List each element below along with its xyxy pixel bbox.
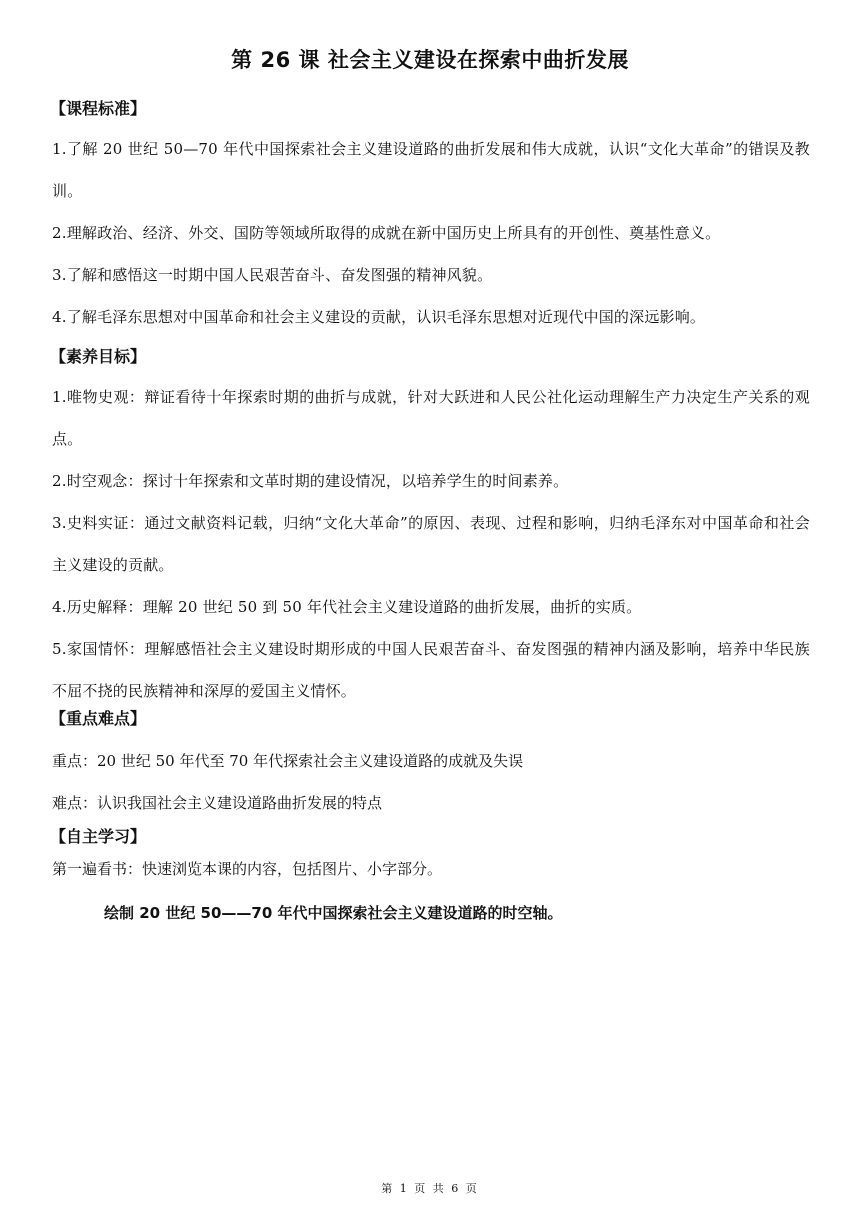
difficulty-text: 难点：认识我国社会主义建设道路曲折发展的特点: [52, 794, 383, 812]
course-standard-item-3: 3.了解和感悟这一时期中国人民艰苦奋斗、奋发图强的精神风貌。: [52, 266, 493, 284]
section-heading-key-points: 【重点难点】: [50, 709, 147, 728]
course-standard-item-1: 1.了解 20 世纪 50—70 年代中国探索社会主义建设道路的曲折发展和伟大成就，认识“文化大革命”的错误及教训。: [52, 140, 810, 200]
key-point-text: 重点：20 世纪 50 年代至 70 年代探索社会主义建设道路的成就及失误: [52, 752, 524, 770]
literacy-goal-item-1: 1.唯物史观：辩证看待十年探索时期的曲折与成就，针对大跃进和人民公社化运动理解生产力决定生产关系的观点。: [52, 388, 810, 448]
timeline-task: 绘制 20 世纪 50——70 年代中国探索社会主义建设道路的时空轴。: [104, 904, 563, 922]
first-read-instruction: 第一遍看书：快速浏览本课的内容，包括图片、小字部分。: [52, 860, 443, 878]
literacy-goal-item-3: 3.史料实证：通过文献资料记载，归纳“文化大革命”的原因、表现、过程和影响，归纳毛泽东对中国革命和社会主义建设的贡献。: [52, 514, 810, 574]
lesson-title: 第 26 课 社会主义建设在探索中曲折发展: [231, 48, 629, 72]
course-standard-item-2: 2.理解政治、经济、外交、国防等领域所取得的成就在新中国历史上所具有的开创性、奠基性意义。: [52, 224, 721, 242]
literacy-goal-item-2: 2.时空观念：探讨十年探索和文革时期的建设情况，以培养学生的时间素养。: [52, 472, 569, 490]
page-footer: 第 1 页 共 6 页: [381, 1182, 479, 1195]
section-heading-self-study: 【自主学习】: [50, 827, 147, 846]
literacy-goal-item-5: 5.家国情怀：理解感悟社会主义建设时期形成的中国人民艰苦奋斗、奋发图强的精神内涵及影响，培养中华民族不屈不挠的民族精神和深厚的爱国主义情怀。: [52, 640, 810, 700]
course-standard-item-4: 4.了解毛泽东思想对中国革命和社会主义建设的贡献，认识毛泽东思想对近现代中国的深远影响。: [52, 308, 706, 326]
literacy-goal-item-4: 4.历史解释：理解 20 世纪 50 到 50 年代社会主义建设道路的曲折发展，曲折的实质。: [52, 598, 642, 616]
section-heading-literacy-goals: 【素养目标】: [50, 347, 147, 366]
section-heading-course-standard: 【课程标准】: [50, 99, 147, 118]
